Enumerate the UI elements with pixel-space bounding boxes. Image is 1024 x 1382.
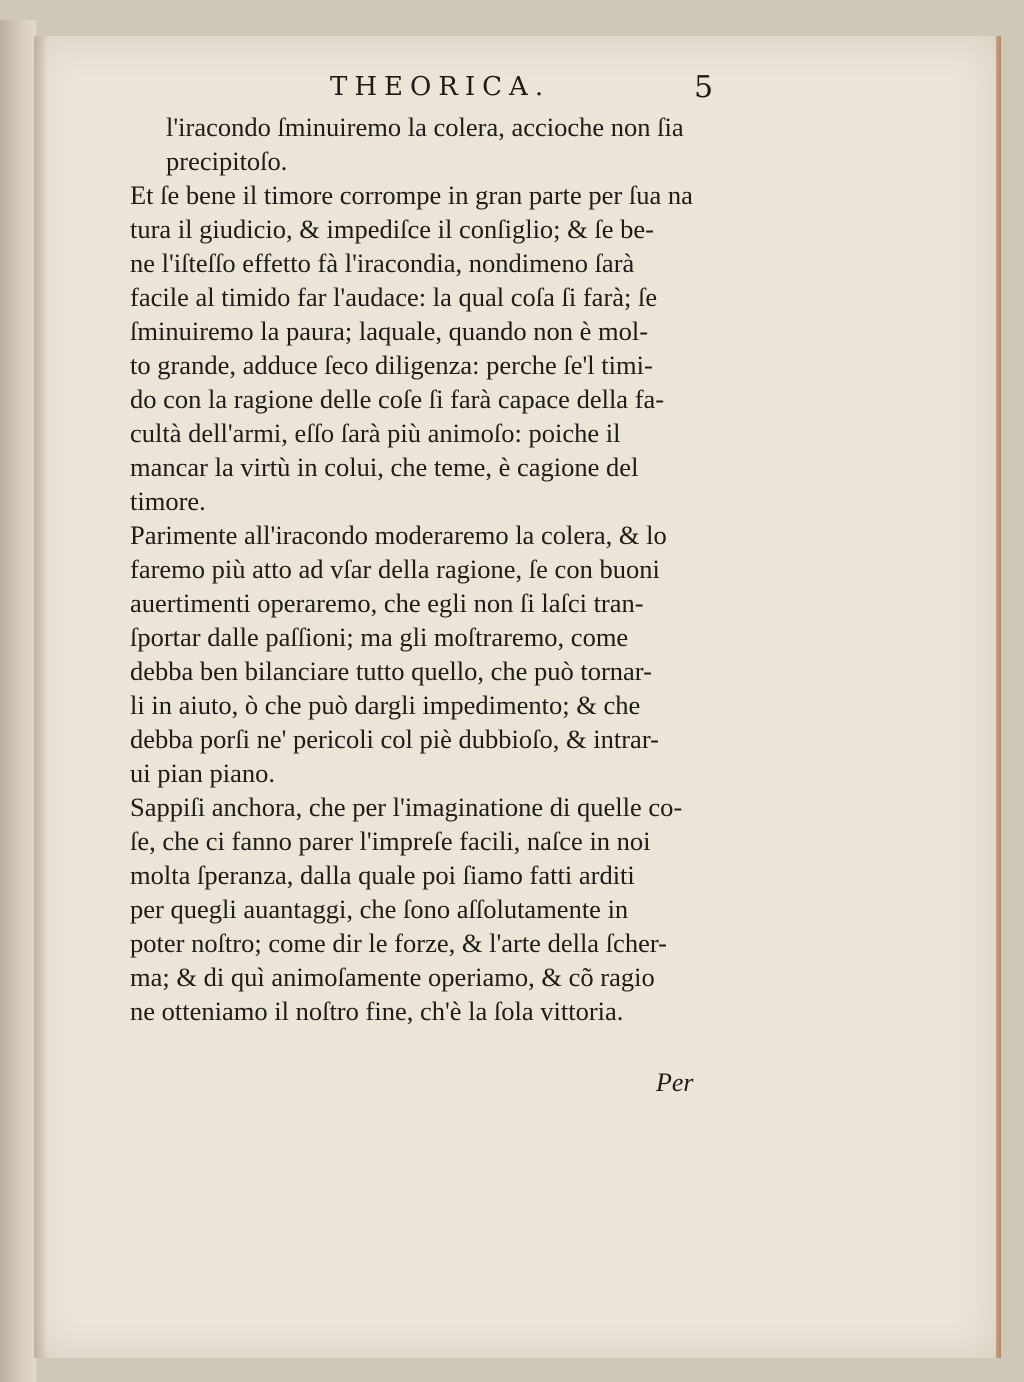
text-line: ui pian piano. (130, 758, 275, 788)
text-line: ne l'iſteſſo effetto fà l'iracondia, nondimeno ſarà (130, 248, 635, 278)
text-line: tura il giudicio, & impediſce il conſiglio; & ſe be- (130, 214, 654, 244)
body-text (130, 110, 750, 1028)
text-line: Parimente all'iracondo moderaremo la colera, & lo (130, 520, 667, 550)
text-line: molta ſperanza, dalla quale poi ſiamo fatti arditi (130, 860, 635, 890)
text-line: Et ſe bene il timore corrompe in gran parte per ſua na (130, 180, 693, 210)
text-line: cultà dell'armi, eſſo ſarà più animoſo: poiche il (130, 418, 621, 448)
text-line: mancar la virtù in colui, che teme, è cagione del (130, 452, 639, 482)
previous-page-edge (0, 20, 36, 1382)
paragraph-4 (130, 790, 750, 1028)
text-line: timore. (130, 486, 206, 516)
text-line: debba ben bilanciare tutto quello, che può tornar- (130, 656, 652, 686)
text-line: to grande, adduce ſeco diligenza: perche ſe'l timi- (130, 350, 653, 380)
paragraph-3 (130, 518, 750, 790)
text-line: ſe, che ci fanno parer l'impreſe facili, naſce in noi (130, 826, 651, 856)
text-line: facile al timido far l'audace: la qual coſa ſi farà; ſe (130, 282, 658, 312)
text-line: Sappiſi anchora, che per l'imaginatione di quelle co- (130, 792, 683, 822)
text-line: debba porſi ne' pericoli col piè dubbioſo, & intrar- (130, 724, 659, 754)
text-line: auertimenti operaremo, che egli non ſi laſci tran- (130, 588, 644, 618)
text-line: faremo più atto ad vſar della ragione, ſe con buoni (130, 554, 660, 584)
paragraph-1 (130, 110, 750, 178)
text-line: poter noſtro; come dir le forze, & l'arte della ſcher- (130, 928, 667, 958)
text-line: ſportar dalle paſſioni; ma gli moſtraremo, come (130, 622, 629, 652)
paragraph-2 (130, 178, 750, 518)
text-line: l'iracondo ſminuiremo la colera, accioche non ſia (166, 112, 684, 142)
text-line: precipitoſo. (166, 146, 288, 176)
running-head: THEORICA. (330, 72, 551, 102)
text-line: per quegli auantaggi, che ſono aſſolutamente in (130, 894, 629, 924)
text-line: ſminuiremo la paura; laquale, quando non è mol- (130, 316, 649, 346)
spine-shadow (34, 36, 48, 1358)
text-line: li in aiuto, ò che può dargli impedimento; & che (130, 690, 641, 720)
page-number: 5 (694, 70, 714, 105)
text-line: ne otteniamo il noſtro fine, ch'è la ſola vittoria. (130, 996, 624, 1026)
text-line: do con la ragione delle coſe ſi farà capace della fa- (130, 384, 665, 414)
catchword: Per (656, 1068, 694, 1097)
text-line: ma; & di quì animoſamente operiamo, & cõ ragio (130, 962, 655, 992)
